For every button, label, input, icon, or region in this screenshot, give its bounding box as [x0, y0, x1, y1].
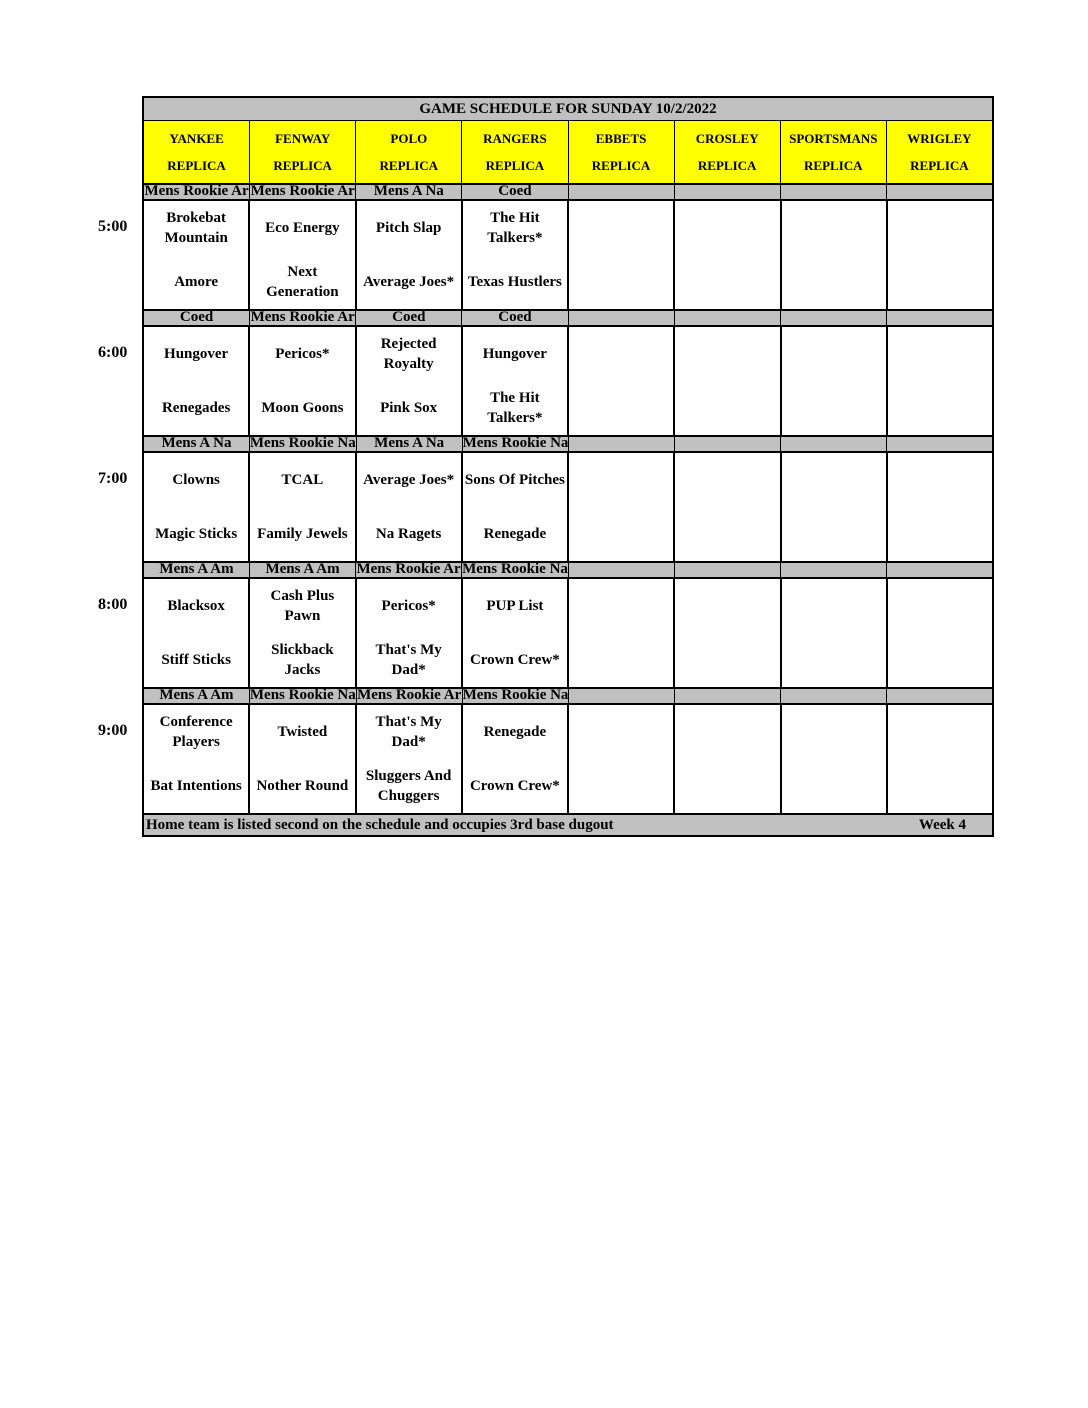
division-row: [144, 689, 992, 705]
division-cell: [357, 437, 463, 451]
division-cell: [462, 563, 569, 577]
division-label: Coed: [498, 183, 532, 199]
time-label: 6:00: [98, 344, 128, 361]
home-team: Renegade: [483, 526, 547, 542]
game-row: [144, 579, 992, 689]
away-team: Brokebat Mountain: [164, 210, 228, 246]
time-slots: [144, 185, 992, 815]
home-team: Family Jewels: [257, 526, 348, 542]
division-label: Mens Rookie Na: [462, 687, 569, 703]
home-team: Na Ragets: [375, 526, 442, 542]
division-row: [144, 311, 992, 327]
game-cell: [569, 201, 675, 309]
game-cell: [357, 327, 463, 435]
division-label: Mens A Am: [159, 561, 234, 577]
away-team: Clowns: [172, 472, 220, 488]
game-cell: [888, 327, 992, 435]
division-label: Mens A Na: [373, 183, 444, 199]
division-cell: [781, 689, 887, 703]
game-cell: [675, 453, 781, 561]
away-team: [888, 453, 992, 507]
schedule-footer: [144, 815, 992, 835]
home-team: [569, 507, 673, 561]
division-cell: [781, 311, 887, 325]
game-cell: [569, 453, 675, 561]
division-cell: [569, 185, 675, 199]
game-cell: [888, 579, 992, 687]
home-team: [569, 759, 673, 813]
home-team: [782, 255, 886, 309]
home-team: [782, 507, 886, 561]
home-team: [782, 381, 886, 435]
division-cell: [887, 185, 992, 199]
field-header-rangers: [462, 121, 568, 183]
field-name: YANKEE: [169, 130, 224, 146]
game-cell: [463, 453, 569, 561]
field-header-wrigley: [887, 121, 992, 183]
division-cell: [463, 689, 570, 703]
field-header-yankee: [144, 121, 250, 183]
game-cell: [888, 705, 992, 813]
game-cell: [782, 327, 888, 435]
home-team: Next Generation: [266, 264, 339, 300]
division-cell: [887, 311, 992, 325]
game-cell: [569, 705, 675, 813]
game-cell: [144, 579, 250, 687]
away-team: [569, 327, 673, 381]
away-team: [782, 705, 886, 759]
division-cell: [675, 185, 781, 199]
home-team: [569, 255, 673, 309]
division-cell: [675, 689, 781, 703]
division-cell: [675, 311, 781, 325]
game-cell: [463, 579, 569, 687]
field-subtitle: REPLICA: [804, 157, 863, 173]
game-cell: [675, 327, 781, 435]
home-team: [675, 759, 779, 813]
field-subtitle: REPLICA: [910, 157, 969, 173]
field-name: CROSLEY: [695, 130, 759, 146]
away-team: Pericos*: [381, 598, 436, 614]
away-team: [675, 453, 779, 507]
home-team: Stiff Sticks: [161, 652, 231, 668]
division-label: Mens A Am: [265, 561, 340, 577]
home-team-note: Home team is listed second on the schedule and occupies 3rd base dugout: [146, 816, 614, 833]
away-team: That's My Dad*: [375, 714, 442, 750]
division-label: Mens Rookie Ar: [250, 309, 355, 325]
game-row: [144, 453, 992, 563]
division-cell: [887, 437, 992, 451]
division-label: Mens Rookie Ar: [250, 183, 355, 199]
home-team: Texas Hustlers: [467, 274, 562, 290]
field-header-ebbets: [569, 121, 675, 183]
division-cell: [250, 689, 357, 703]
home-team: [675, 255, 779, 309]
away-team: [569, 201, 673, 255]
division-row: [144, 437, 992, 453]
game-cell: [357, 705, 463, 813]
game-cell: [888, 201, 992, 309]
division-row: [144, 185, 992, 201]
away-team: [888, 705, 992, 759]
home-team: Sluggers And Chuggers: [365, 768, 452, 804]
away-team: [569, 579, 673, 633]
division-cell: [356, 563, 462, 577]
game-cell: [144, 705, 250, 813]
game-cell: [569, 327, 675, 435]
game-cell: [144, 327, 250, 435]
field-subtitle: REPLICA: [167, 157, 226, 173]
home-team: [888, 255, 992, 309]
home-team: The Hit Talkers*: [487, 390, 543, 426]
field-header-fenway: [250, 121, 356, 183]
home-team: [675, 507, 779, 561]
game-cell: [144, 201, 250, 309]
home-team: That's My Dad*: [375, 642, 442, 678]
game-row: [144, 705, 992, 815]
time-label: 7:00: [98, 470, 128, 487]
field-name: RANGERS: [483, 130, 547, 146]
home-team: Crown Crew*: [469, 652, 560, 668]
field-subtitle: REPLICA: [485, 157, 545, 173]
division-cell: [569, 311, 675, 325]
game-cell: [250, 327, 356, 435]
division-cell: [463, 437, 570, 451]
home-team: Renegades: [161, 400, 231, 416]
division-row: [144, 563, 992, 579]
division-label: Mens Rookie Na: [249, 435, 356, 451]
field-subtitle: REPLICA: [379, 157, 439, 173]
division-label: Mens A Na: [161, 435, 232, 451]
division-cell: [887, 689, 992, 703]
division-cell: [356, 185, 462, 199]
schedule-title: GAME SCHEDULE FOR SUNDAY 10/2/2022: [144, 98, 992, 121]
away-team: [675, 327, 779, 381]
field-name: FENWAY: [275, 130, 331, 146]
away-team: Pericos*: [275, 346, 330, 362]
division-label: Mens Rookie Ar: [357, 687, 462, 703]
division-label: Coed: [179, 309, 214, 325]
game-cell: [675, 705, 781, 813]
game-cell: [569, 579, 675, 687]
away-team: Hungover: [164, 346, 229, 362]
field-subtitle: REPLICA: [273, 157, 332, 173]
game-cell: [357, 201, 463, 309]
game-cell: [463, 705, 569, 813]
division-cell: [357, 689, 463, 703]
home-team: Nother Round: [256, 778, 349, 794]
home-team: Magic Sticks: [155, 526, 238, 542]
field-name: POLO: [390, 130, 428, 146]
home-team: [888, 633, 992, 687]
away-team: [569, 705, 673, 759]
division-label: Mens Rookie Ar: [144, 183, 249, 199]
away-team: [675, 201, 779, 255]
home-team: Pink Sox: [380, 400, 438, 416]
division-cell: [781, 437, 887, 451]
field-header-row: [144, 121, 992, 185]
home-team: Crown Crew*: [469, 778, 560, 794]
game-cell: [782, 705, 888, 813]
division-cell: [781, 563, 887, 577]
division-cell: [569, 689, 675, 703]
field-header-sportsmans: [781, 121, 887, 183]
game-cell: [463, 201, 569, 309]
division-label: Mens Rookie Na: [249, 687, 356, 703]
division-cell: [250, 563, 356, 577]
division-cell: [144, 311, 250, 325]
away-team: [782, 201, 886, 255]
game-cell: [144, 453, 250, 561]
away-team: [675, 579, 779, 633]
away-team: Eco Energy: [265, 220, 340, 236]
division-label: Coed: [392, 309, 426, 325]
division-cell: [250, 185, 356, 199]
home-team: [888, 759, 992, 813]
division-cell: [781, 185, 887, 199]
time-label: 8:00: [98, 596, 128, 613]
field-name: EBBETS: [595, 130, 647, 146]
division-cell: [144, 185, 250, 199]
game-cell: [357, 453, 463, 561]
home-team: [675, 633, 779, 687]
division-label: Mens Rookie Na: [462, 561, 568, 577]
away-team: TCAL: [281, 472, 324, 488]
field-name: SPORTSMANS: [789, 130, 878, 146]
game-cell: [250, 201, 356, 309]
game-cell: [888, 453, 992, 561]
home-team: Average Joes*: [363, 274, 455, 290]
home-team: [888, 507, 992, 561]
home-team: [675, 381, 779, 435]
division-cell: [144, 437, 250, 451]
game-row: [144, 327, 992, 437]
away-team: Hungover: [482, 346, 547, 362]
away-team: Pitch Slap: [375, 220, 442, 236]
division-label: Mens Rookie Ar: [356, 561, 461, 577]
home-team: [782, 633, 886, 687]
away-team: Sons Of Pitches: [464, 472, 565, 488]
game-cell: [782, 579, 888, 687]
time-label: 5:00: [98, 218, 128, 235]
home-team: [569, 381, 673, 435]
home-team: Moon Goons: [261, 400, 344, 416]
home-team: Bat Intentions: [150, 778, 242, 794]
away-team: [782, 453, 886, 507]
division-label: Mens Rookie Na: [462, 435, 569, 451]
division-cell: [462, 311, 568, 325]
field-subtitle: REPLICA: [591, 157, 651, 173]
division-cell: [675, 437, 781, 451]
game-cell: [675, 201, 781, 309]
division-label: Mens A Na: [374, 435, 445, 451]
home-team: [888, 381, 992, 435]
game-cell: [250, 453, 356, 561]
field-header-crosley: [675, 121, 781, 183]
game-schedule-table: [142, 96, 994, 837]
away-team: PUP List: [486, 598, 544, 614]
division-cell: [144, 563, 250, 577]
division-cell: [462, 185, 568, 199]
division-cell: [250, 311, 356, 325]
home-team: Slickback Jacks: [271, 642, 334, 678]
game-row: [144, 201, 992, 311]
away-team: Rejected Royalty: [380, 336, 437, 372]
away-team: [675, 705, 779, 759]
away-team: Cash Plus Pawn: [270, 588, 335, 624]
game-cell: [675, 579, 781, 687]
game-cell: [782, 453, 888, 561]
home-team: [782, 759, 886, 813]
week-label: Week 4: [918, 816, 966, 833]
away-team: [888, 327, 992, 381]
division-cell: [250, 437, 357, 451]
field-header-polo: [356, 121, 462, 183]
away-team: [782, 579, 886, 633]
home-team: Amore: [174, 274, 219, 290]
division-cell: [356, 311, 462, 325]
game-cell: [782, 201, 888, 309]
away-team: Renegade: [483, 724, 547, 740]
away-team: Twisted: [277, 724, 328, 740]
away-team: [782, 327, 886, 381]
away-team: [888, 201, 992, 255]
away-team: The Hit Talkers*: [487, 210, 543, 246]
division-label: Coed: [498, 309, 532, 325]
division-cell: [569, 437, 675, 451]
away-team: Average Joes*: [363, 472, 455, 488]
field-subtitle: REPLICA: [697, 157, 757, 173]
time-label: 9:00: [98, 722, 128, 739]
game-cell: [250, 705, 356, 813]
home-team: [569, 633, 673, 687]
away-team: [569, 453, 673, 507]
game-cell: [357, 579, 463, 687]
game-cell: [250, 579, 356, 687]
away-team: Conference Players: [159, 714, 233, 750]
division-cell: [569, 563, 675, 577]
division-label: Mens A Am: [159, 687, 234, 703]
away-team: Blacksox: [167, 598, 225, 614]
division-cell: [675, 563, 781, 577]
away-team: [888, 579, 992, 633]
division-cell: [887, 563, 992, 577]
game-cell: [463, 327, 569, 435]
field-name: WRIGLEY: [907, 130, 972, 146]
division-cell: [144, 689, 250, 703]
